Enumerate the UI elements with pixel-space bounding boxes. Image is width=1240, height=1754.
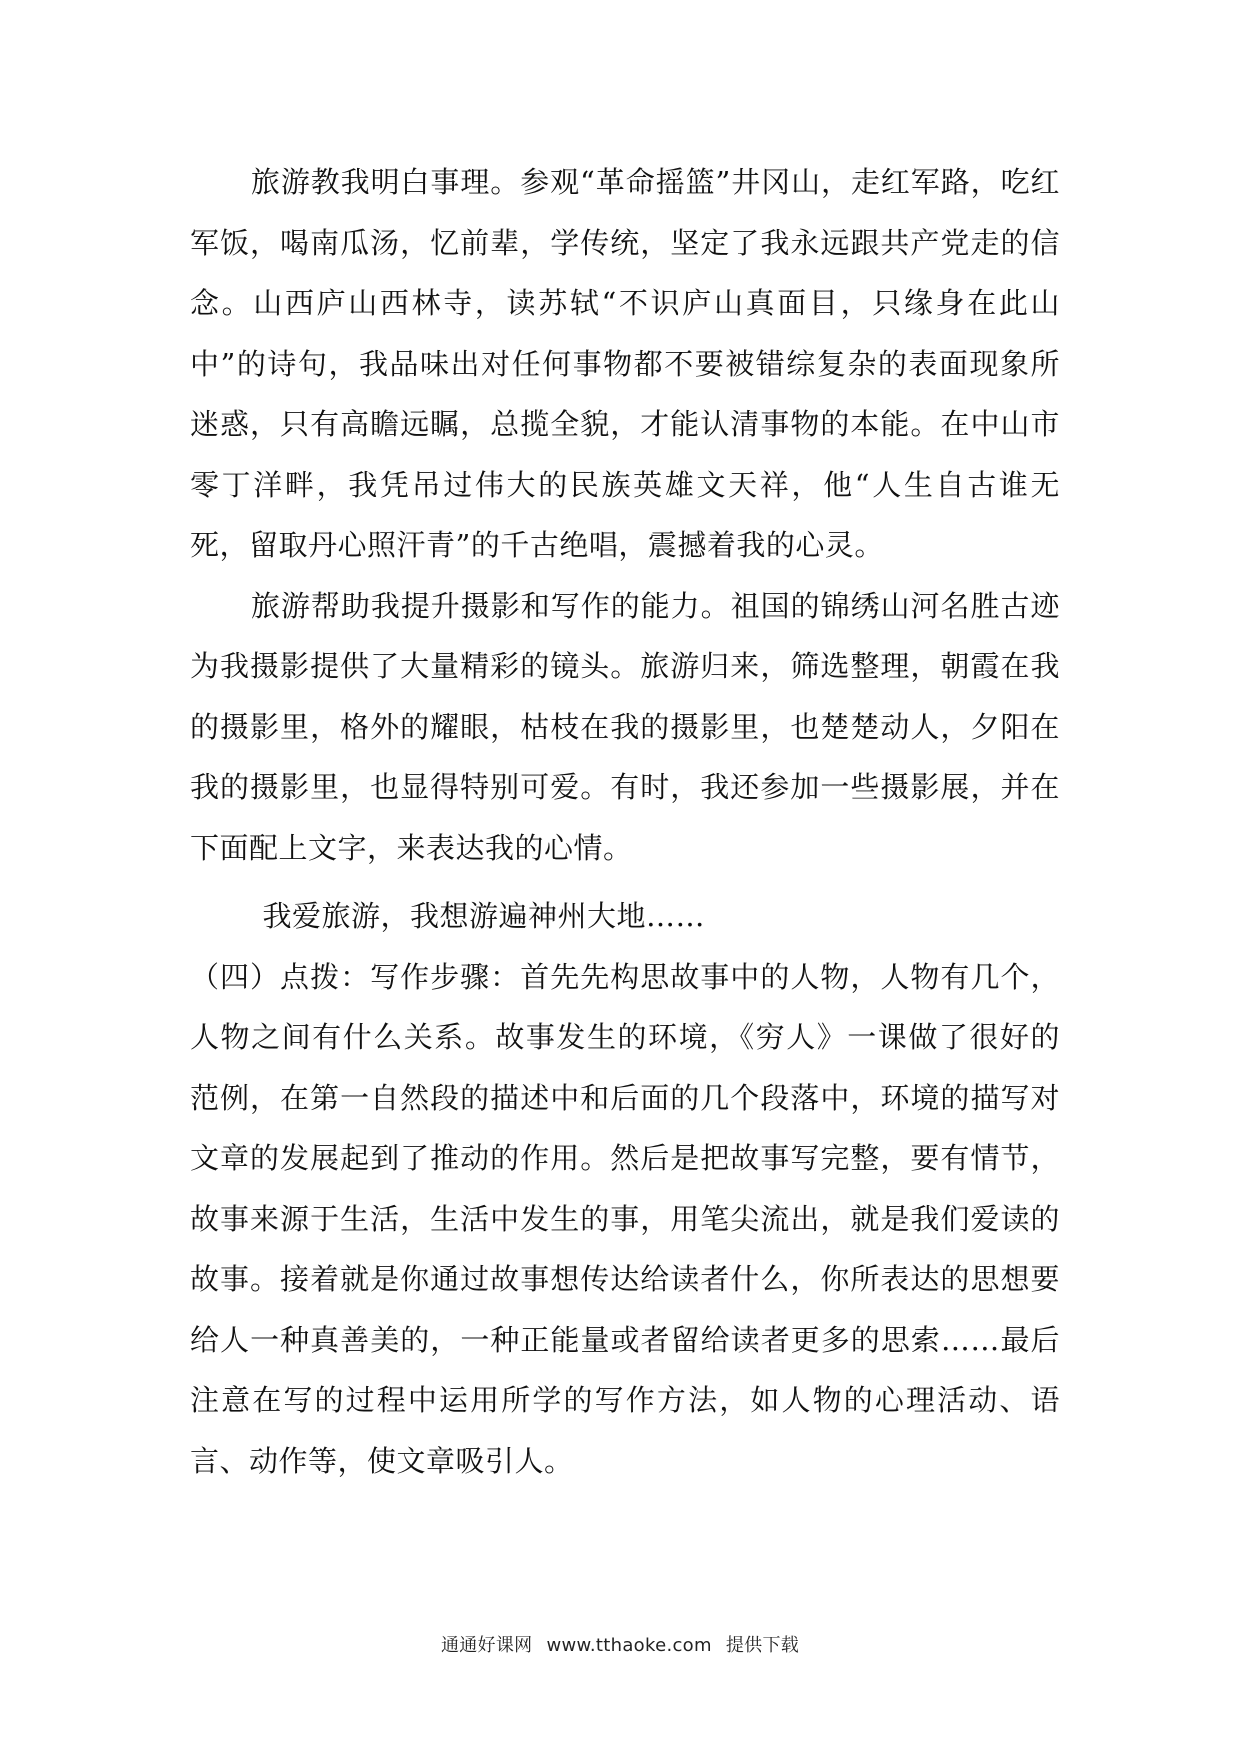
- paragraph-guidance: （四）点拨：写作步骤：首先先构思故事中的人物，人物有几个，人物之间有什么关系。故事发生的环境，《穷人》一课做了很好的范例，在第一自然段的描述中和后面的几个段落中，环境的描写对文章的发展起到了推动的作用。然后是把故事写完整，要有情节，故事来源于生活，生活中发生的事，用笔尖流出，就是我们爱读的故事。接着就是你通过故事想传达给读者什么，你所表达的思想要给人一种真善美的，一种正能量或者留给读者更多的思索……最后注意在写的过程中运用所学的写作方法，如人物的心理活动、语言、动作等，使文章吸引人。: [190, 959, 1060, 1478]
- paragraph-love-travel: 我爱旅游，我想游遍神州大地……: [262, 899, 706, 933]
- page-footer: [0, 1631, 1240, 1657]
- paragraph-photography: 旅游帮助我提升摄影和写作的能力。祖国的锦绣山河名胜古迹为我摄影提供了大量精彩的镜头。旅游归来，筛选整理，朝霞在我的摄影里，格外的耀眼，枯枝在我的摄影里，也楚楚动人，夕阳在我的摄影里，也显得特别可爱。有时，我还参加一些摄影展，并在下面配上文字，来表达我的心情。: [190, 588, 1060, 865]
- footer-url: www.tthaoke.com: [546, 1635, 712, 1656]
- footer-action: 提供下载: [725, 1635, 800, 1656]
- footer-site-name: 通通好课网: [440, 1635, 533, 1656]
- document-body: [190, 152, 1060, 1491]
- paragraph-travel-reason: 旅游教我明白事理。参观“革命摇篮”井冈山，走红军路，吃红军饭，喝南瓜汤，忆前辈，学传统，坚定了我永远跟共产党走的信念。山西庐山西林寺，读苏轼“不识庐山真面目，只缘身在此山中”的诗句，我品味出对任何事物都不要被错综复杂的表面现象所迷惑，只有高瞻远瞩，总揽全貌，才能认清事物的本能。在中山市零丁洋畔，我凭吊过伟大的民族英雄文天祥，他“人生自古谁无死，留取丹心照汗青”的千古绝唱，震撼着我的心灵。: [190, 165, 1060, 562]
